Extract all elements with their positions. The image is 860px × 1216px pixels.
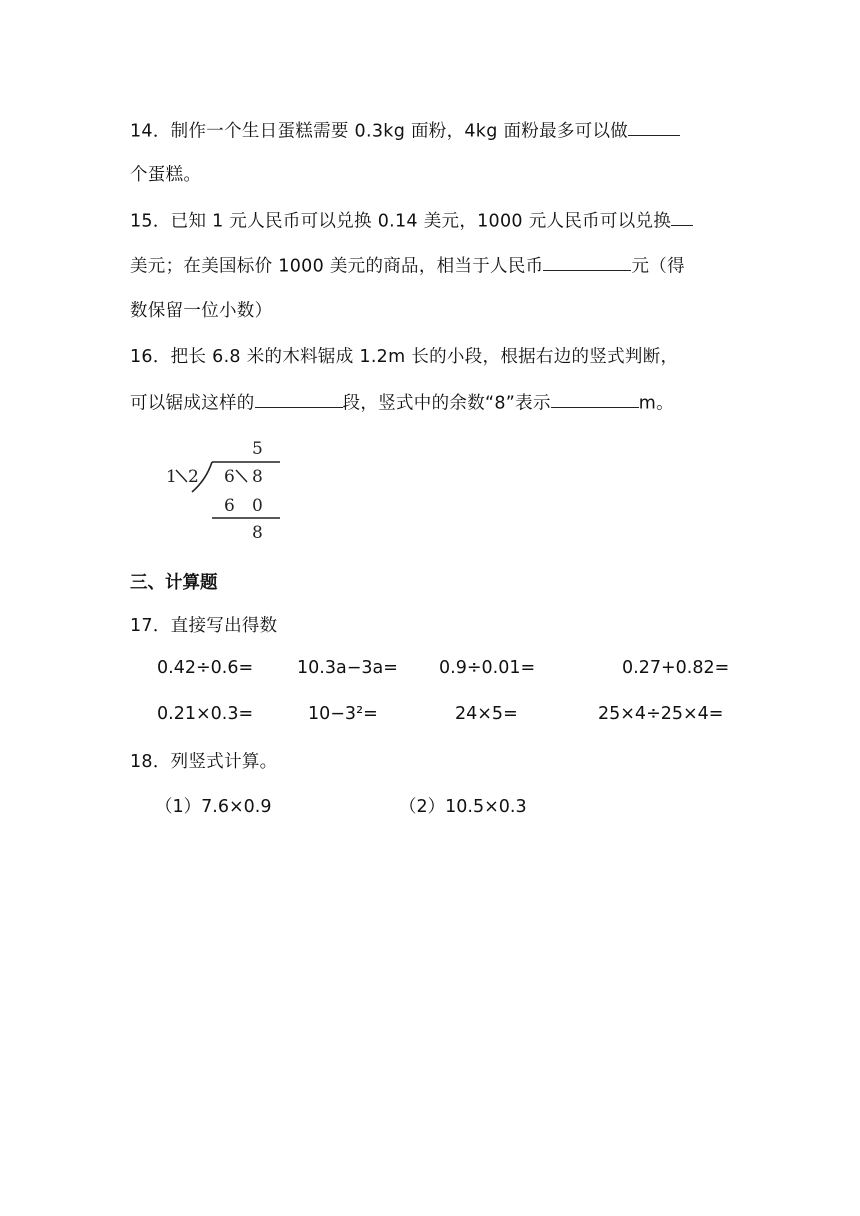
- q15-answer-blank-2[interactable]: [543, 252, 631, 271]
- q15-answer-blank-1[interactable]: [671, 207, 693, 226]
- q15-text-2b: 元（得: [631, 256, 685, 277]
- q17-item-8: 25×4÷25×4=: [598, 704, 724, 724]
- q17-item-5: 0.21×0.3=: [157, 704, 254, 724]
- long-division-figure: [160, 432, 290, 547]
- q16-line1: 16．把长 6.8 米的木料锯成 1.2m 长的小段，根据右边的竖式判断，: [130, 347, 679, 367]
- division-remainder: 8: [252, 523, 263, 543]
- q18-title: 18．列竖式计算。: [130, 752, 278, 772]
- q14-answer-blank[interactable]: [628, 117, 680, 136]
- q17-item-1: 0.42÷0.6=: [157, 658, 254, 678]
- section-heading: 三、计算题: [130, 573, 218, 593]
- q17-item-2: 10.3a−3a=: [297, 658, 398, 678]
- divisor-decimal-mark: [176, 470, 187, 482]
- q16-line2: [130, 389, 674, 414]
- divisor-digit-2: 2: [188, 467, 199, 487]
- q18-item-2: （2）10.5×0.3: [399, 797, 527, 817]
- divisor-digit-1: 1: [166, 467, 177, 487]
- q16-answer-blank-2[interactable]: [551, 389, 639, 408]
- q17-title: 17．直接写出得数: [130, 616, 278, 636]
- product-digit-2: 0: [252, 496, 263, 516]
- q16-text-2b: 段，竖式中的余数“8”表示: [342, 393, 551, 414]
- q18-item-1: （1）7.6×0.9: [155, 797, 272, 817]
- q14-text: 14．制作一个生日蛋糕需要 0.3kg 面粉，4kg 面粉最多可以做: [130, 121, 629, 142]
- q16-text-2c: m。: [638, 393, 674, 414]
- q16-answer-blank-1[interactable]: [255, 389, 343, 408]
- q15-line3: 数保留一位小数）: [130, 301, 273, 321]
- dividend-digit-2: 8: [252, 467, 263, 487]
- q17-item-4: 0.27+0.82=: [622, 658, 730, 678]
- q15-text: 15．已知 1 元人民币可以兑换 0.14 美元，1000 元人民币可以兑换: [130, 211, 672, 232]
- q16-text-2a: 可以锯成这样的: [130, 393, 255, 414]
- q14-line2: 个蛋糕。: [130, 165, 202, 185]
- q14-line1: [130, 117, 680, 142]
- product-digit-1: 6: [224, 496, 235, 516]
- q17-item-3: 0.9÷0.01=: [439, 658, 536, 678]
- q15-line2: [130, 252, 685, 277]
- q17-item-6: 10−3²=: [308, 704, 378, 724]
- q17-item-7: 24×5=: [455, 704, 518, 724]
- dividend-digit-1: 6: [224, 467, 235, 487]
- q15-text-2a: 美元；在美国标价 1000 美元的商品，相当于人民币: [130, 256, 544, 277]
- dividend-decimal-mark: [236, 470, 247, 482]
- division-quotient: 5: [252, 439, 263, 459]
- q15-line1: [130, 207, 693, 232]
